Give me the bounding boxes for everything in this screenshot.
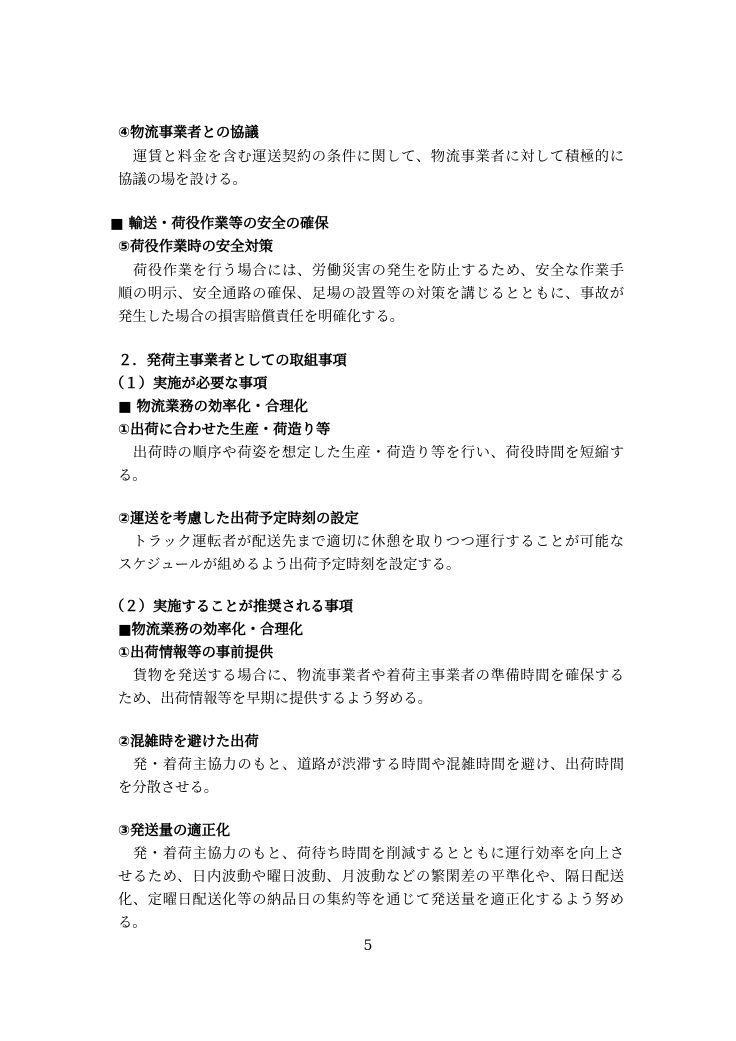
body-line: 発生した場合の損害賠償責任を明確化する。: [118, 309, 404, 325]
heading-item-3: ①出荷情報等の事前提供: [118, 645, 274, 661]
body-line: 荷役作業を行う場合には、労働災害の発生を防止するため、安全な作業手: [118, 263, 624, 279]
heading-item-5: ③発送量の適正化: [118, 823, 231, 839]
body-line: る。: [118, 915, 147, 931]
section-efficiency-2: ■物流業務の効率化・合理化: [118, 622, 304, 638]
body-line: 化、定曜日配送化等の納品日の集約等を通じて発送量を適正化するよう努め: [118, 892, 624, 908]
section-efficiency: ■ 物流業務の効率化・合理化: [118, 399, 309, 415]
body-line: 出荷時の順序や荷姿を想定した生産・荷造り等を行い、荷役時間を短縮す: [118, 445, 624, 461]
heading-item-2: ②運送を考慮した出荷予定時刻の設定: [118, 511, 359, 527]
heading-item-4: ②混雑時を避けた出荷: [118, 734, 259, 750]
body-line: る。: [118, 468, 147, 484]
body-line: 順の明示、安全通路の確保、足場の設置等の対策を講じるとともに、事故が: [118, 286, 624, 302]
body-line: 貨物を発送する場合に、物流事業者や着荷主事業者の準備時間を確保する: [118, 668, 624, 684]
heading-logistics-consultation: ④物流事業者との協議: [118, 125, 259, 141]
body-line: 発・着荷主協力のもと、荷待ち時間を削減するとともに運行効率を向上さ: [118, 846, 624, 862]
part-title: ２．発荷主事業者としての取組事項: [118, 353, 347, 369]
subsection-recommended: （２）実施することが推奨される事項: [110, 599, 354, 615]
page-number: 5: [363, 938, 373, 954]
body-line: 運賃と料金を含む運送契約の条件に関して、物流事業者に対して積極的に: [118, 149, 624, 165]
heading-cargo-safety: ⑤荷役作業時の安全対策: [118, 239, 274, 255]
body-line: 協議の場を設ける。: [118, 172, 247, 188]
section-safety: ■ 輸送・荷役作業等の安全の確保: [110, 216, 329, 232]
body-line: トラック運転者が配送先まで適切に休憩を取りつつ運行することが可能な: [118, 534, 624, 550]
body-line: 発・着荷主協力のもと、道路が渋滞する時間や混雑時間を避け、出荷時間: [118, 757, 624, 773]
body-line: ため、出荷情報等を早期に提供するよう努める。: [118, 691, 432, 707]
body-line: を分散させる。: [118, 780, 219, 796]
heading-item-1: ①出荷に合わせた生産・荷造り等: [118, 422, 331, 438]
subsection-required: （１）実施が必要な事項: [110, 376, 268, 392]
body-line: スケジュールが組めるよう出荷予定時刻を設定する。: [118, 557, 461, 573]
body-line: せるため、日内波動や曜日波動、月波動などの繁閑差の平準化や、隔日配送: [118, 869, 624, 885]
